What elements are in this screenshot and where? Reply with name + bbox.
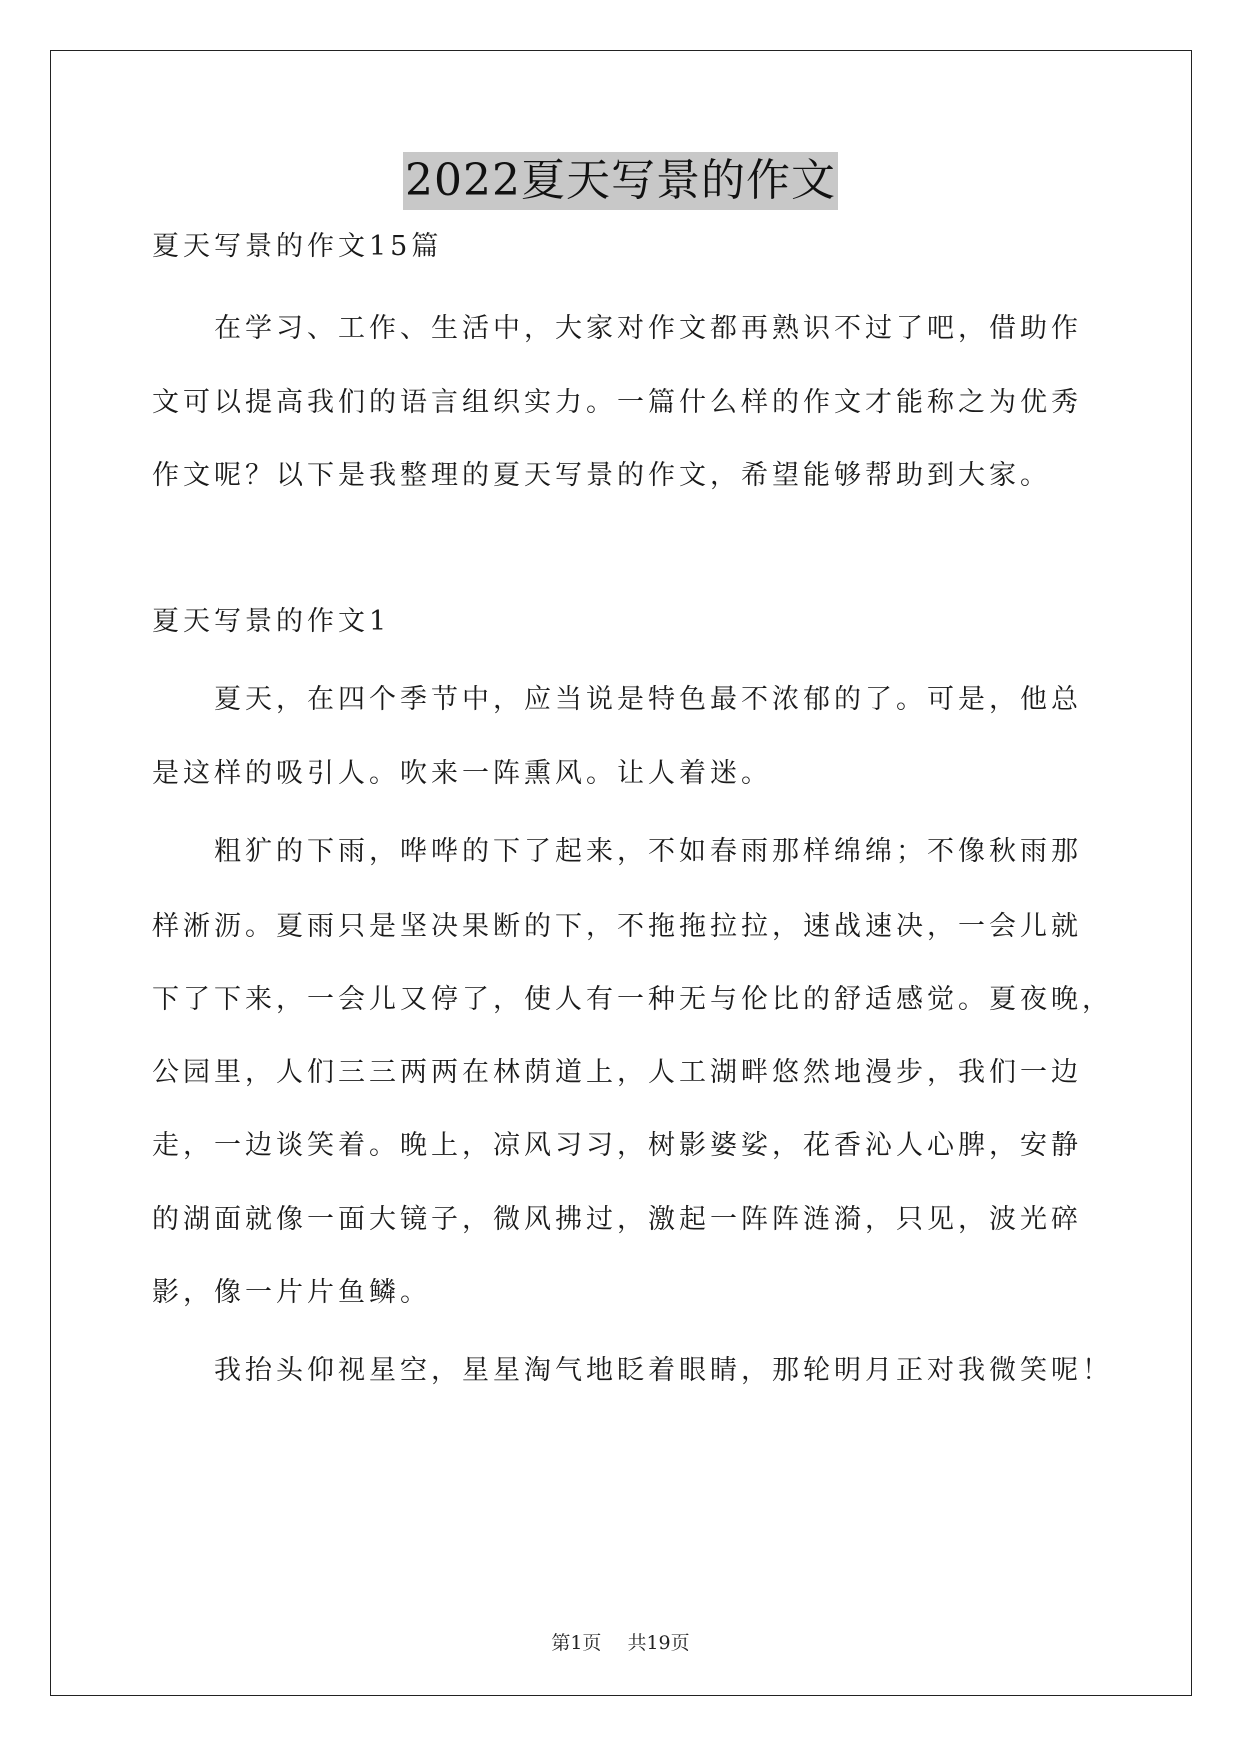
paragraph-line: 走，一边谈笑着。晚上，凉风习习，树影婆娑，花香沁人心脾，安静	[152, 1130, 1082, 1161]
page-border	[50, 50, 1192, 1696]
paragraph-line: 我抬头仰视星空，星星淘气地眨着眼睛，那轮明月正对我微笑呢！	[214, 1355, 1113, 1386]
title-container	[0, 152, 1241, 210]
page-footer	[0, 1628, 1241, 1655]
paragraph-line: 是这样的吸引人。吹来一阵熏风。让人着迷。	[152, 758, 772, 789]
document-title: 2022夏天写景的作文	[403, 152, 838, 210]
paragraph-line: 下了下来，一会儿又停了，使人有一种无与伦比的舒适感觉。夏夜晚，	[152, 984, 1113, 1015]
section-heading: 夏天写景的作文1	[152, 606, 391, 637]
intro-line: 文可以提高我们的语言组织实力。一篇什么样的作文才能称之为优秀	[152, 387, 1082, 418]
paragraph-line: 夏天，在四个季节中，应当说是特色最不浓郁的了。可是，他总	[214, 684, 1082, 715]
page-total: 共19页	[627, 1632, 690, 1654]
intro-line: 作文呢？以下是我整理的夏天写景的作文，希望能够帮助到大家。	[152, 460, 1051, 491]
paragraph-line: 的湖面就像一面大镜子，微风拂过，激起一阵阵涟漪，只见，波光碎	[152, 1204, 1082, 1235]
paragraph-line: 影，像一片片鱼鳞。	[152, 1277, 431, 1308]
paragraph-line: 样淅沥。夏雨只是坚决果断的下，不拖拖拉拉，速战速决，一会儿就	[152, 911, 1082, 942]
page-number: 第1页	[551, 1632, 602, 1654]
subtitle: 夏天写景的作文15篇	[152, 231, 443, 262]
paragraph-line: 粗犷的下雨，哗哗的下了起来，不如春雨那样绵绵；不像秋雨那	[214, 836, 1082, 867]
paragraph-line: 公园里，人们三三两两在林荫道上，人工湖畔悠然地漫步，我们一边	[152, 1057, 1082, 1088]
intro-line: 在学习、工作、生活中，大家对作文都再熟识不过了吧，借助作	[214, 313, 1082, 344]
